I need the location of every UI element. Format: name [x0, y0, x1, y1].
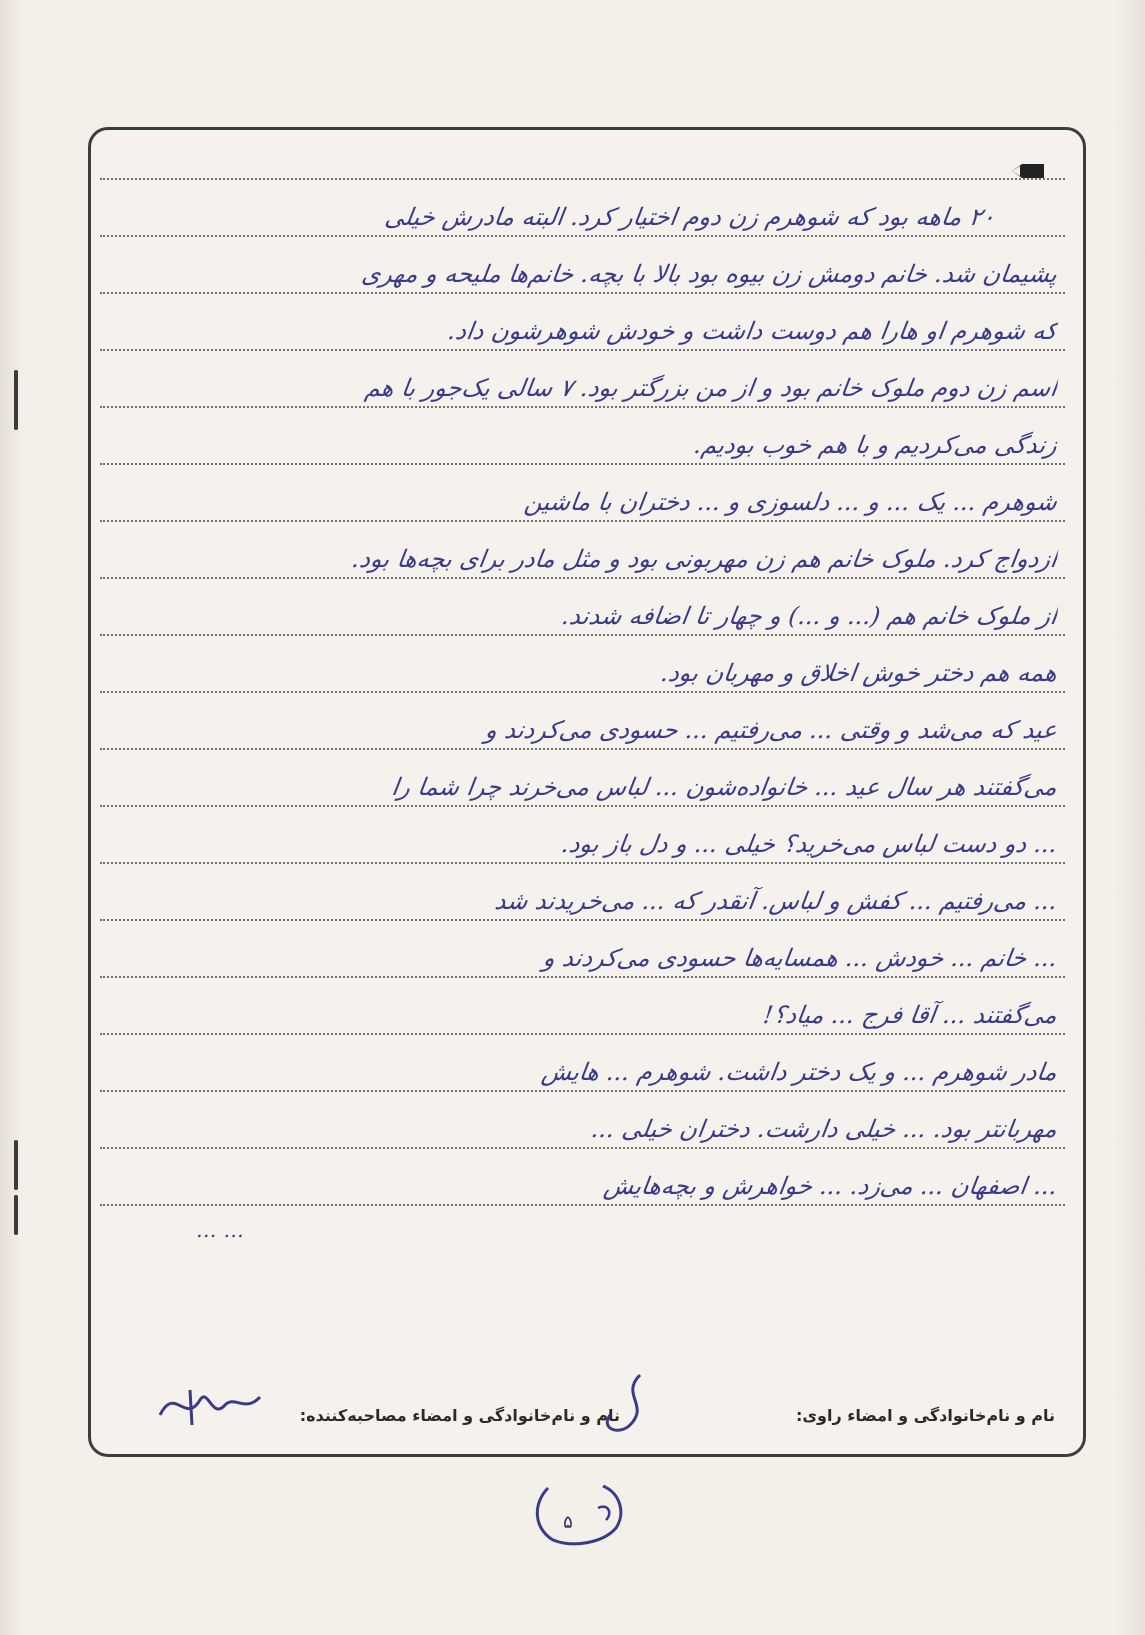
text-line [100, 351, 1065, 408]
text-line [100, 750, 1065, 807]
text-line [100, 636, 1065, 693]
narrator-signature-icon [150, 1375, 280, 1435]
handwritten-line: ... اصفهان ... می‌زد. ... خواهرش و بچه‌هایش [602, 1172, 1059, 1200]
text-line [100, 237, 1065, 294]
page-number: ۵ [563, 1512, 573, 1533]
handwritten-line: مادر شوهرم ... و یک دختر داشت. شوهرم ... هایش [539, 1058, 1059, 1086]
text-line [100, 864, 1065, 921]
handwritten-line: ... دو دست لباس می‌خرید؟ خیلی ... و دل باز بود. [559, 830, 1059, 858]
text-line [100, 408, 1065, 465]
text-line [100, 1206, 1065, 1246]
handwritten-text-area [100, 150, 1065, 1320]
text-line [100, 693, 1065, 750]
handwritten-line: اسم زن دوم ملوک خانم بود و از من بزرگتر بود. ۷ سالی یک‌جور با هم [363, 374, 1059, 402]
interviewer-signature-icon [580, 1370, 690, 1440]
text-line [100, 978, 1065, 1035]
handwritten-line: مهربانتر بود. ... خیلی دارشت. دختران خیلی ... [589, 1115, 1059, 1143]
text-line [100, 1149, 1065, 1206]
narrator-signature-label: نام و نام‌خانوادگی و امضاء راوی: [795, 1406, 1055, 1425]
page-left-edge [0, 0, 22, 1635]
handwritten-line: همه هم دختر خوش اخلاق و مهربان بود. [658, 659, 1059, 687]
handwritten-line: ۲۰ ماهه بود که شوهرم زن دوم اختیار کرد. البته مادرش خیلی [382, 203, 997, 231]
text-line [100, 294, 1065, 351]
text-line [100, 579, 1065, 636]
interviewer-signature-label: نام و نام‌خانوادگی و امضاء مصاحبه‌کننده: [299, 1406, 620, 1425]
text-line [100, 921, 1065, 978]
binding-mark [14, 1140, 18, 1190]
binding-mark [14, 1195, 18, 1235]
handwritten-line: ازدواج کرد. ملوک خانم هم زن مهربونی بود و مثل مادر برای بچه‌ها بود. [350, 545, 1059, 573]
page-right-edge [1115, 0, 1145, 1635]
text-line [100, 180, 1065, 237]
handwritten-line: می‌گفتند ... آقا فرج ... میاد؟! [761, 1001, 1059, 1029]
text-line [100, 1035, 1065, 1092]
text-line [100, 150, 1065, 180]
margin-note: ... ... [195, 1218, 247, 1242]
handwritten-line: می‌گفتند هر سال عید ... خانواده‌شون ... لباس می‌خرند چرا شما را [389, 773, 1059, 801]
text-line [100, 522, 1065, 579]
handwritten-line: شوهرم ... یک ... و ... دلسوزی و ... دختران با ماشین [522, 488, 1059, 516]
handwritten-line: پشیمان شد. خانم دومش زن بیوه بود بالا با بچه. خانم‌ها ملیحه و مهری [359, 260, 1059, 288]
text-line [100, 807, 1065, 864]
handwritten-line: ... می‌رفتیم ... کفش و لباس. آنقدر که ... می‌خریدند شد [492, 887, 1059, 915]
handwritten-line: زندگی می‌کردیم و با هم خوب بودیم. [692, 431, 1059, 459]
handwritten-line: از ملوک خانم هم (... و ...) و چهار تا اضافه شدند. [559, 602, 1059, 630]
text-line [100, 1092, 1065, 1149]
handwritten-line: ... خانم ... خودش ... همسایه‌ها حسودی می‌کردند و [541, 944, 1059, 972]
binding-mark [14, 370, 18, 430]
handwritten-line: عید که می‌شد و وقتی ... می‌رفتیم ... حسودی می‌کردند و [483, 716, 1059, 744]
handwritten-line: که شوهرم او هارا هم دوست داشت و خودش شوهرشون داد. [446, 317, 1059, 345]
text-line [100, 465, 1065, 522]
